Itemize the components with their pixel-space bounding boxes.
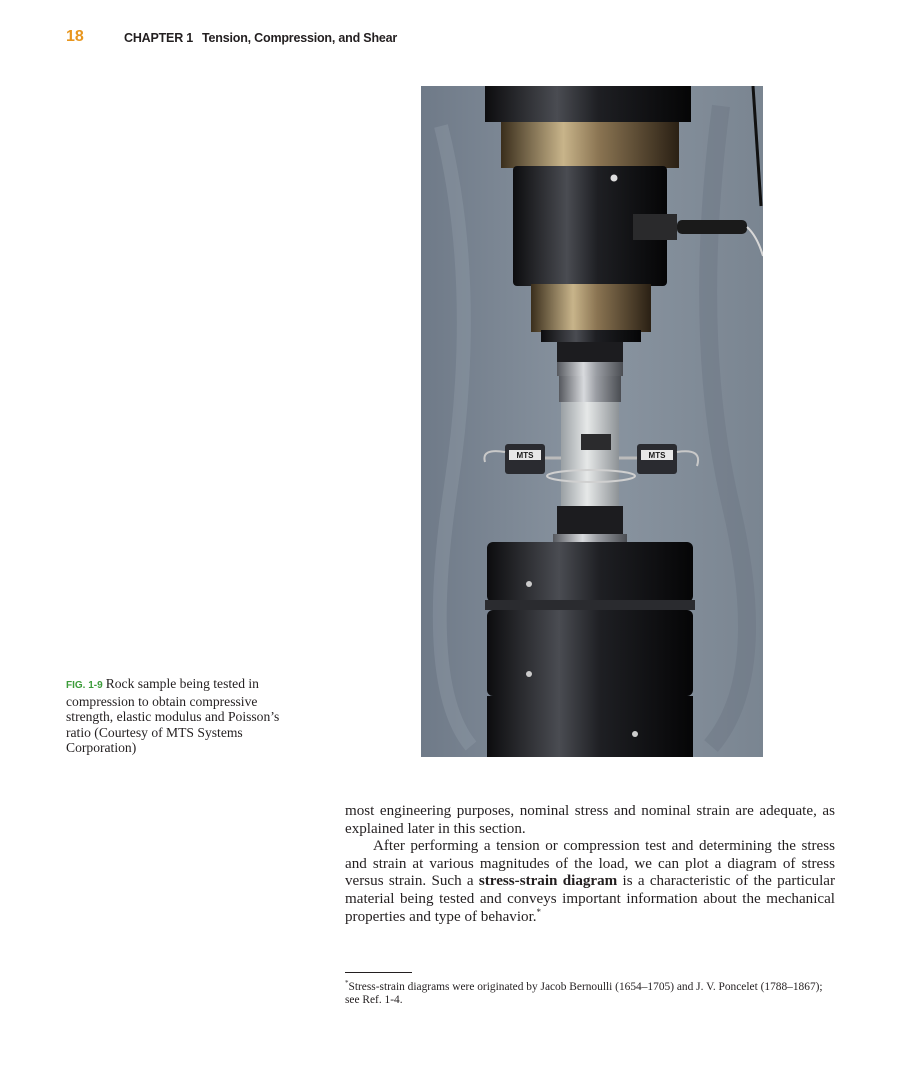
footnote — [345, 981, 835, 1007]
page-number: 18 — [66, 28, 84, 45]
rock-specimen — [561, 402, 619, 514]
term-stress-strain-diagram: stress-strain diagram — [478, 873, 618, 890]
figure-photo-rock-compression-test — [421, 86, 763, 757]
mts-logo-right: MTS — [648, 451, 666, 460]
cable-connector — [677, 220, 747, 234]
body-text — [345, 803, 835, 926]
paragraph-1: most engineering purposes, nominal stress and nominal strain are adequate, as explained later in this section. — [345, 803, 835, 837]
upper-collar — [501, 122, 679, 168]
figure-label: FIG. 1-9 — [66, 680, 103, 691]
extensometer-center — [581, 434, 611, 450]
chapter-number: CHAPTER 1 — [124, 31, 194, 45]
mts-logo-left: MTS — [516, 451, 534, 460]
running-head — [124, 31, 397, 45]
lower-ring-2 — [487, 610, 693, 696]
chapter-title: Tension, Compression, and Shear — [202, 31, 398, 45]
footnote-divider — [345, 972, 412, 973]
footnote-reference: * — [536, 906, 542, 917]
figure-caption — [66, 676, 296, 756]
test-rig-illustration — [421, 86, 763, 757]
footnote-marker: * — [345, 979, 349, 988]
paragraph-2 — [345, 838, 835, 926]
paragraph-2-text-start: After performing a tension or compression test and determining the stress and strain at various magnitudes of the load, we can plot a diagram of stress versus strain. Such a — [345, 838, 835, 890]
lower-ring-3 — [487, 696, 693, 757]
upper-crosshead — [485, 86, 691, 122]
footnote-text: Stress-strain diagrams were originated by Jacob Bernoulli (1654–1705) and J. V. Poncelet (1788–1867); see Ref. 1-4. — [345, 981, 823, 1006]
paragraph-2-text-end: is a characteristic of the particular material being tested and conveys important information about the mechanical properties and type of behavior. — [345, 873, 835, 925]
lower-ring-1 — [487, 542, 693, 602]
figure-caption-text: Rock sample being tested in compression to obtain compressive strength, elastic modulus and Poisson’s ratio (Courtesy of MTS Systems Corporation) — [66, 676, 280, 755]
